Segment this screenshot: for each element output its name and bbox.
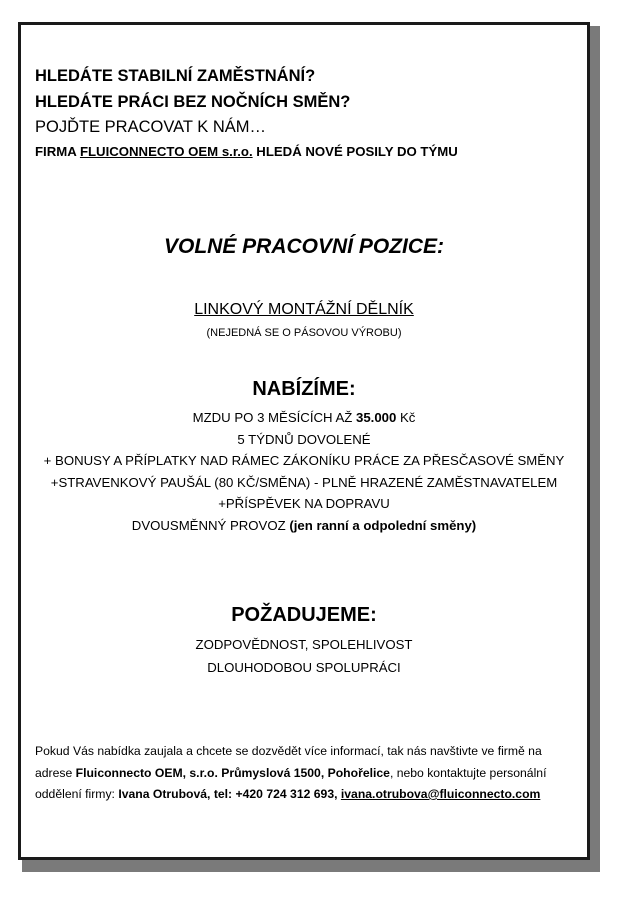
- requirement-1: ZODPOVĚDNOST, SPOLEHLIVOST: [195, 637, 413, 652]
- job-poster-page: [18, 22, 590, 860]
- requirements-heading: POŽADUJEME:: [231, 604, 377, 626]
- intro-headline-2: HLEDÁTE PRÁCI BEZ NOČNÍCH SMĚN?: [35, 93, 351, 111]
- requirement-2: DLOUHODOBOU SPOLUPRÁCI: [207, 660, 401, 675]
- positions-heading: VOLNÉ PRACOVNÍ POZICE:: [163, 235, 445, 258]
- salary-prefix: MZDU PO 3 MĚSÍCÍCH AŽ: [192, 410, 356, 425]
- offer-bonuses: + BONUSY A PŘÍPLATKY NAD RÁMEC ZÁKONÍKU PRÁCE ZA PŘESČASOVÉ SMĚNY: [43, 453, 565, 468]
- intro-headline-1: HLEDÁTE STABILNÍ ZAMĚSTNÁNÍ?: [35, 67, 316, 85]
- contact-text-2: , nebo kontaktujte personální oddělení firmy:: [35, 765, 547, 801]
- offer-transport: +PŘÍSPĚVEK NA DOPRAVU: [218, 496, 390, 511]
- contact-text-1: Pokud Vás nabídka zaujala a chcete se dozvědět více informací, tak nás navštivte ve firmě na adrese: [35, 744, 542, 780]
- offer-salary: [21, 407, 587, 429]
- firm-name: FLUICONNECTO OEM s.r.o.: [79, 144, 253, 159]
- salary-amount: 35.000: [356, 410, 397, 425]
- contact-email-link[interactable]: ivana.otrubova@fluiconnecto.com: [340, 787, 541, 801]
- job-note: (NEJEDNÁ SE O PÁSOVOU VÝROBU): [206, 327, 402, 339]
- intro-invitation: POJĎTE PRACOVAT K NÁM…: [35, 118, 267, 136]
- salary-currency: Kč: [396, 410, 416, 425]
- job-title: LINKOVÝ MONTÁŽNÍ DĚLNÍK: [194, 301, 414, 318]
- offer-shifts: [21, 515, 587, 537]
- contact-address: Fluiconnecto OEM, s.r.o. Průmyslová 1500, Pohořelice: [75, 765, 390, 780]
- firm-prefix: FIRMA: [35, 144, 80, 159]
- shift-detail: (jen ranní a odpolední směny): [289, 517, 477, 533]
- intro-block: [35, 63, 575, 163]
- offer-vacation: 5 TÝDNŮ DOVOLENÉ: [237, 431, 371, 447]
- contact-person: Ivana Otrubová, tel: +420 724 312 693,: [118, 787, 338, 801]
- offer-meal: +STRAVENKOVÝ PAUŠÁL (80 KČ/SMĚNA) - PLNĚ HRAZENÉ ZAMĚSTNAVATELEM: [50, 474, 558, 490]
- shift-prefix: DVOUSMĚNNÝ PROVOZ: [131, 517, 290, 533]
- offer-heading: NABÍZÍME:: [252, 378, 356, 400]
- contact-paragraph: [35, 741, 575, 806]
- requirements-list: [21, 633, 587, 679]
- offer-list: [21, 407, 587, 536]
- firm-suffix: HLEDÁ NOVÉ POSILY DO TÝMU: [252, 144, 458, 159]
- firm-line: [35, 141, 575, 163]
